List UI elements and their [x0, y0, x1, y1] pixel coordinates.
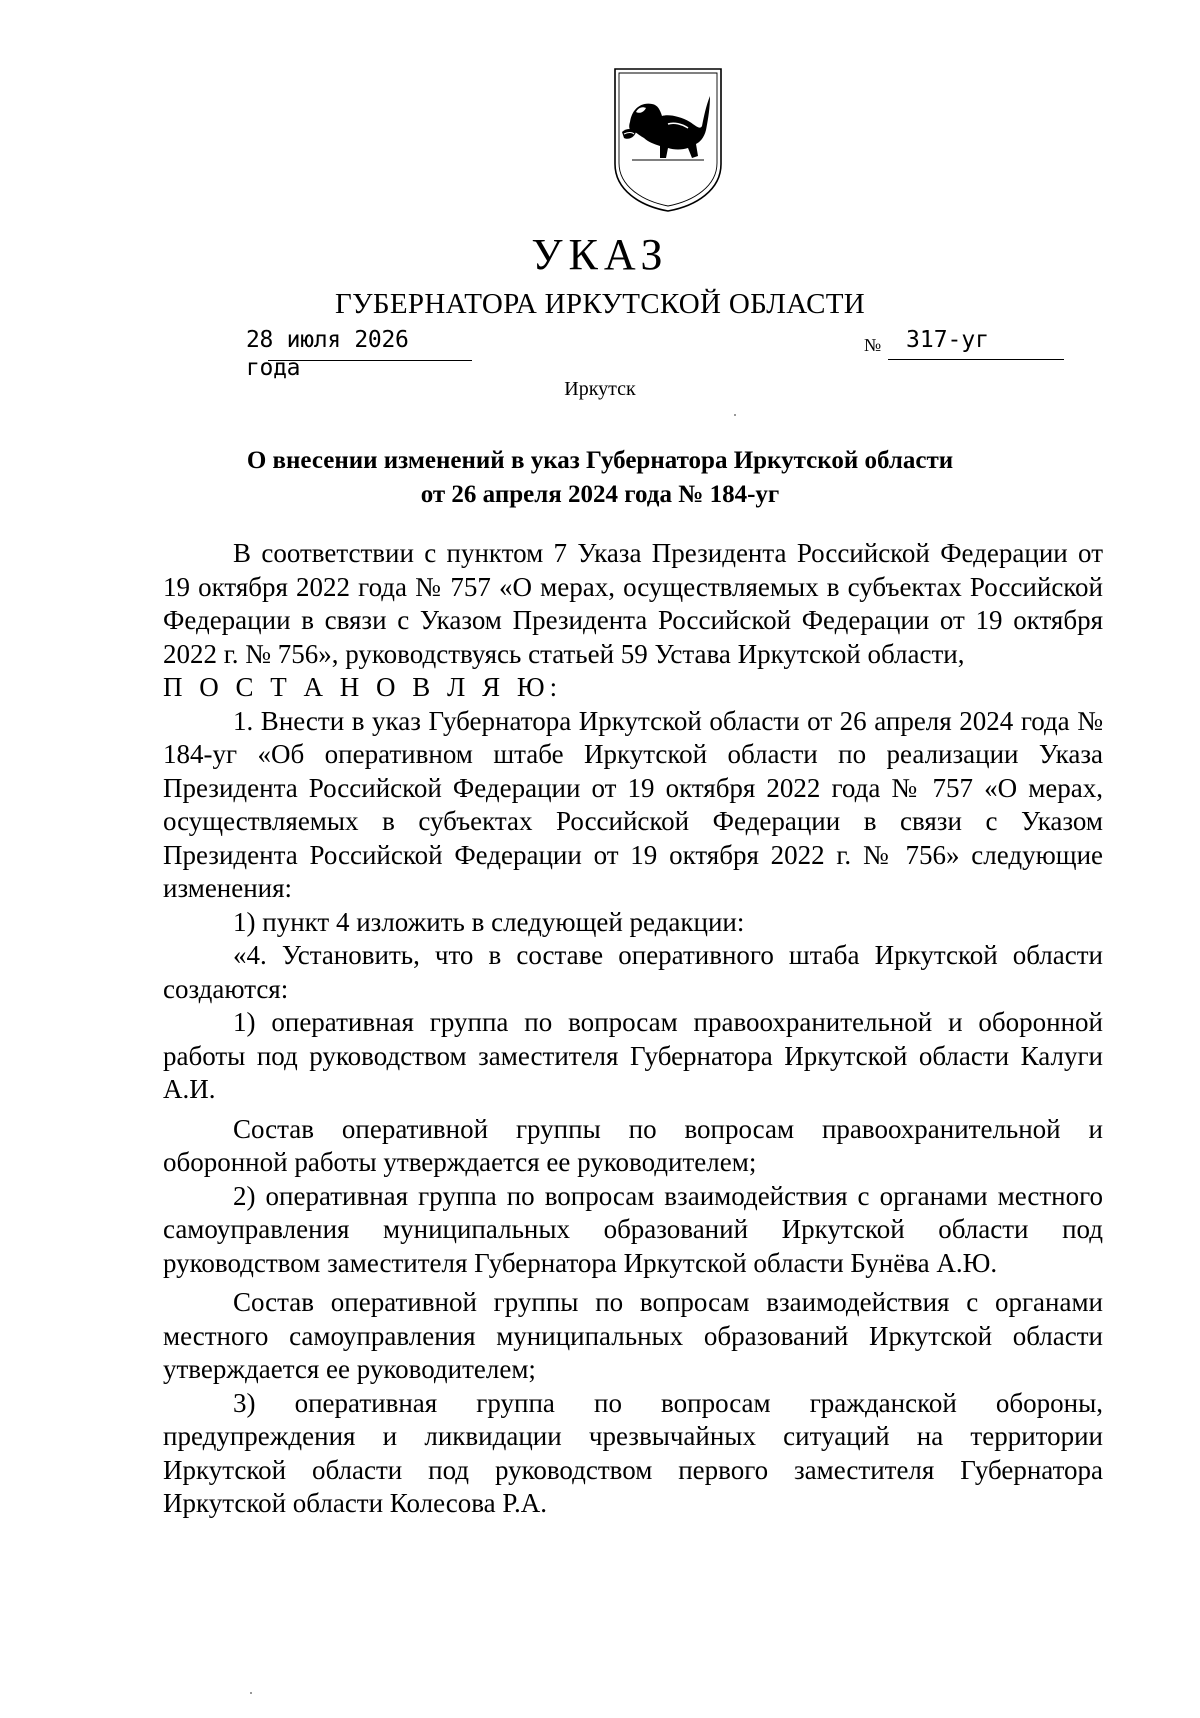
heading-line: от 26 апреля 2024 года № 184-уг [420, 481, 780, 508]
body-paragraph: Состав оперативной группы по вопросам взаимодействия с органами местного самоуправления муниципальных образований Иркутской области утверждается ее руководителем; [163, 1287, 1103, 1384]
scan-speck [734, 414, 736, 416]
body-paragraph: 3) оперативная группа по вопросам гражданской обороны, предупреждения и ликвидации чрезвычайных ситуаций на территории Иркутской области под руководством первого заместителя Губернатора Иркутской области Колесова Р.А. [163, 1387, 1103, 1518]
document-issuer: ГУБЕРНАТОРА ИРКУТСКОЙ ОБЛАСТИ [335, 288, 865, 320]
body-paragraph: 1) пункт 4 изложить в следующей редакции: [233, 906, 745, 937]
document-number: 317-уг [906, 327, 990, 353]
coat-of-arms-babr-icon [612, 66, 724, 212]
document-body [163, 537, 1103, 1521]
document-date: 28 июля 2026 года [246, 327, 409, 381]
resolve-statement: П О С Т А Н О В Л Я Ю: [163, 672, 563, 702]
body-paragraph: «4. Установить, что в составе оперативного штаба Иркутской области создаются: [163, 940, 1103, 1004]
body-paragraph: Состав оперативной группы по вопросам правоохранительной и оборонной работы утверждается ее руководителем; [163, 1113, 1103, 1177]
body-paragraph: 2) оперативная группа по вопросам взаимодействия с органами местного самоуправления муниципальных образований Иркутской области под руководством заместителя Губернатора Иркутской области Бунёва А.Ю. [163, 1180, 1103, 1278]
number-sign: № [864, 335, 882, 355]
body-paragraph: 1. Внести в указ Губернатора Иркутской области от 26 апреля 2024 года № 184-уг «Об оперативном штабе Иркутской области по реализации Указа Президента Российской Федерации от 19 октября 2022 года № 757 «О мерах, осуществляемых в субъектах Российской Федерации в связи с Указом Президента Российской Федерации от 19 октября 2022 г. № 756» следующие изменения: [163, 705, 1103, 903]
preamble-paragraph: В соответствии с пунктом 7 Указа Президента Российской Федерации от 19 октября 2022 года № 757 «О мерах, осуществляемых в субъектах Российской Федерации в связи с Указом Президента Российской Федерации от 19 октября 2022 г. № 756», руководствуясь статьей 59 Устава Иркутской области, [163, 538, 1103, 669]
document-title: УКАЗ [531, 230, 669, 279]
body-paragraph: 1) оперативная группа по вопросам правоохранительной и оборонной работы под руководством заместителя Губернатора Иркутской области Калуги А.И. [163, 1007, 1103, 1104]
date-underline [268, 360, 472, 361]
document-heading [0, 444, 1200, 512]
scan-speck [250, 1692, 252, 1694]
number-underline [888, 359, 1064, 360]
document-city: Иркутск [564, 378, 636, 400]
heading-line: О внесении изменений в указ Губернатора Иркутской области [246, 447, 954, 474]
